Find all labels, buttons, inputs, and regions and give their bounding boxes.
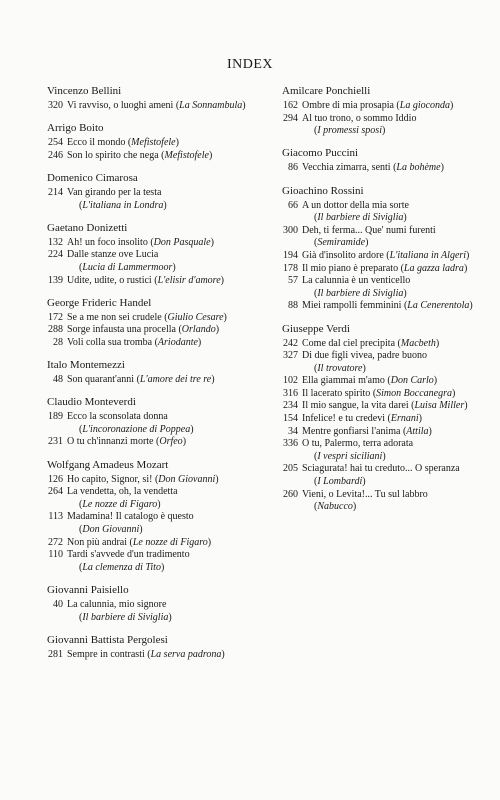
composer-block [47, 85, 275, 113]
aria-title: Se a me non sei crudele [67, 311, 162, 323]
index-entry: 154 Infelice! e tu credevi (Ernani) [283, 413, 422, 425]
page-number: 288 [48, 324, 63, 336]
index-entry: 300 Deh, ti ferma... Que' numi furenti (Semiramide) [283, 224, 436, 249]
opera-title: La serva padrona [150, 648, 222, 660]
aria-title: O tu ch'innanzi morte [67, 436, 154, 448]
index-entry: 132 Ah! un foco insolito (Don Pasquale) [48, 236, 214, 248]
opera-title: Don Pasquale [153, 236, 211, 248]
opera-title: I vespri siciliani [317, 450, 383, 462]
opera-title: Orfeo [159, 436, 183, 448]
index-entry: 86 Vecchia zimarra, senti (La bohème) [282, 162, 482, 175]
index-entry: 327 Di due figli vivea, padre buono (Il trovatore) [283, 350, 427, 374]
aria-title: Sorge infausta una procella [67, 324, 176, 336]
opera-title: I promessi sposi [317, 125, 382, 137]
aria-title: Van girando per la testa [67, 186, 162, 198]
page-number: 189 [48, 411, 63, 423]
page-number: 260 [283, 488, 298, 500]
page-number: 242 [283, 337, 298, 349]
aria-title: Sempre in contrasti [67, 648, 145, 660]
composer-name: Gaetano Donizetti [47, 221, 128, 234]
opera-title: Le nozze di Figaro [82, 498, 158, 510]
opera-title: Nabucco [317, 501, 353, 513]
opera-title: Mefistofele [164, 149, 209, 161]
composer-block [47, 459, 275, 575]
index-entry: 214 Van girando per la testa (L'italiana in Londra) [48, 186, 167, 211]
opera-title: Simon Boccanegra [376, 387, 452, 399]
aria-title: Ecco la sconsolata donna [67, 411, 168, 423]
page-number: 66 [288, 199, 298, 211]
opera-title: Don Giovanni [82, 524, 140, 536]
opera-title: Mefistofele [131, 137, 176, 149]
aria-title: Ah! un foco insolito [67, 236, 148, 248]
composer-name: Domenico Cimarosa [47, 171, 138, 184]
page-number: 178 [283, 262, 298, 274]
index-column-left [47, 85, 275, 671]
index-entry: 294 Al tuo trono, o sommo Iddio (I promessi sposi) [283, 112, 417, 137]
aria-title: Di due figli vivea, padre buono [302, 350, 427, 362]
page-number: 57 [288, 275, 298, 287]
opera-title: Il barbiere di Siviglia [82, 611, 169, 623]
opera-title: L'incoronazione di Poppea [82, 423, 191, 435]
index-entry: 110 Tardi s'avvede d'un tradimento (La clemenza di Tito) [48, 549, 190, 573]
aria-title: La calunnia, mio signore [67, 599, 167, 610]
page-number: 272 [48, 536, 63, 548]
composer-block [47, 297, 275, 350]
page-number: 194 [283, 249, 298, 261]
index-column-right [282, 85, 482, 523]
opera-title: La bohème [396, 162, 441, 174]
aria-title: Madamina! Il catalogo è questo [67, 511, 194, 523]
opera-title: La Sonnambula [179, 100, 243, 111]
index-entry: 34 Mentre gonfiarsi l'anima (Attila) [282, 426, 482, 439]
aria-title: Deh, ti ferma... Que' numi furenti [302, 224, 436, 236]
aria-title: A un dottor della mia sorte [302, 199, 409, 211]
index-entry: 48 Son quarant'anni (L'amore dei tre re) [47, 374, 275, 387]
page-number: 300 [283, 224, 298, 236]
opera-title: Il trovatore [317, 362, 363, 374]
page-number: 172 [48, 311, 63, 323]
composer-block [47, 172, 275, 212]
aria-title: Tardi s'avvede d'un tradimento [67, 549, 190, 561]
opera-title: Orlando [181, 324, 216, 336]
index-entry: 320 Vi ravviso, o luoghi ameni (La Sonnambula) [48, 100, 246, 111]
aria-title: Dalle stanze ove Lucia [67, 249, 159, 261]
opera-title: Macbeth [400, 337, 436, 349]
page-number: 86 [288, 162, 298, 174]
opera-title: Ariodante [157, 336, 198, 348]
opera-title: Il barbiere di Siviglia [317, 212, 404, 224]
page-number: 320 [48, 100, 63, 111]
composer-name: Giovanni Paisiello [47, 584, 129, 596]
composer-block [282, 323, 482, 514]
aria-title: Miei rampolli femminini [302, 300, 402, 312]
composer-name: Giuseppe Verdi [282, 322, 350, 335]
page-number: 224 [48, 249, 63, 261]
index-entry: 139 Udite, udite, o rustici (L'elisir d'amore) [48, 274, 224, 286]
aria-title: Son quarant'anni [67, 374, 135, 386]
index-entry: 260 Vieni, o Levita!... Tu sul labbro (Nabucco) [283, 488, 428, 513]
aria-title: Voli colla sua tromba [67, 336, 153, 348]
composer-block [47, 359, 275, 387]
page-number: 132 [48, 236, 63, 248]
opera-title: La gazza ladra [403, 262, 464, 274]
index-entry: 172 Se a me non sei crudele (Giulio Cesare) [48, 311, 227, 323]
opera-title: L'elisir d'amore [157, 274, 221, 286]
opera-title: Don Carlo [390, 375, 434, 387]
page-number: 34 [288, 425, 298, 437]
aria-title: Son lo spirito che nega [67, 149, 159, 161]
index-entry: 126 Ho capito, Signor, si! (Don Giovanni) [48, 473, 219, 485]
page-number: 154 [283, 413, 298, 425]
opera-title: Giulio Cesare [167, 311, 224, 323]
opera-title: I Lombardi [317, 476, 363, 488]
aria-title: Già d'insolito ardore [302, 249, 384, 261]
opera-title: Lucia di Lammermoor [82, 261, 173, 273]
aria-title: Il lacerato spirito [302, 387, 371, 399]
index-entry: 246 Son lo spirito che nega (Mefistofele) [48, 149, 213, 161]
index-entry: 242 Come dal ciel precipita (Macbeth) [283, 337, 440, 349]
index-entry: 336 O tu, Palermo, terra adorata (I vespri siciliani) [283, 438, 414, 462]
aria-title: Il mio piano è preparato [302, 262, 399, 274]
page-number: 113 [48, 511, 63, 523]
composer-name: Giacomo Puccini [282, 147, 359, 160]
page-number: 88 [288, 300, 298, 312]
page-number: 294 [283, 112, 298, 124]
aria-title: Sciagurata! hai tu creduto... O speranza [302, 463, 460, 475]
page-number: 126 [48, 473, 63, 485]
index-entry: 234 Il mio sangue, la vita darei (Luisa Miller) [283, 400, 468, 412]
index-entry: 178 Il mio piano è preparato (La gazza ladra) [283, 262, 468, 274]
aria-title: La vendetta, oh, la vendetta [67, 486, 178, 498]
page-number: 246 [48, 149, 63, 161]
opera-title: Don Giovanni [158, 473, 216, 485]
opera-title: Luisa Miller [414, 400, 465, 412]
composer-block [282, 185, 482, 313]
page-number: 48 [53, 374, 63, 386]
opera-title: L'amore dei tre re [139, 374, 212, 386]
aria-title: Vieni, o Levita!... Tu sul labbro [302, 488, 428, 500]
index-entry: 194 Già d'insolito ardore (L'italiana in Algeri) [283, 249, 470, 261]
composer-name: Wolfgang Amadeus Mozart [47, 458, 169, 471]
aria-title: Infelice! e tu credevi [302, 413, 386, 425]
composer-block [47, 122, 275, 162]
composer-name: George Frideric Handel [47, 296, 152, 309]
page-number: 234 [283, 400, 298, 412]
opera-title: L'italiana in Algeri [389, 249, 467, 261]
aria-title: Ecco il mondo [67, 137, 126, 149]
aria-title: Mentre gonfiarsi l'anima [302, 425, 401, 437]
composer-name: Arrigo Boito [47, 122, 104, 135]
page-number: 327 [283, 350, 298, 362]
composer-block [47, 584, 275, 624]
index-entry: 57 La calunnia è un venticello (Il barbiere di Siviglia) [282, 275, 482, 300]
page-number: 40 [53, 599, 63, 610]
opera-title: La gioconda [399, 100, 451, 111]
index-entry: 288 Sorge infausta una procella (Orlando) [48, 324, 220, 336]
composer-name: Vincenzo Bellini [47, 85, 122, 97]
index-entry: 264 La vendetta, oh, la vendetta (Le nozze di Figaro) [48, 486, 178, 510]
aria-title: La calunnia è un venticello [302, 275, 411, 287]
page-number: 205 [283, 463, 298, 475]
composer-name: Giovanni Battista Pergolesi [47, 633, 168, 646]
aria-title: Vi ravviso, o luoghi ameni [67, 100, 174, 111]
composer-block [47, 396, 275, 449]
page-number: 110 [48, 549, 63, 561]
page-number: 139 [48, 274, 63, 286]
index-entry: 40 La calunnia, mio signore (Il barbiere di Siviglia) [47, 599, 275, 624]
aria-title: Ho capito, Signor, si! [67, 473, 153, 485]
index-entry: 28 Voli colla sua tromba (Ariodante) [47, 337, 275, 350]
index-entry: 66 A un dottor della mia sorte (Il barbiere di Siviglia) [282, 200, 482, 225]
index-entry: 281 Sempre in contrasti (La serva padrona) [48, 648, 225, 660]
page-number: 162 [283, 100, 298, 111]
opera-title: La Cenerentola [407, 300, 470, 312]
page-number: 281 [48, 648, 63, 660]
index-entry: 88 Miei rampolli femminini (La Cenerentola) [282, 300, 482, 313]
index-entry: 113 Madamina! Il catalogo è questo (Don Giovanni) [48, 511, 194, 536]
opera-title: L'italiana in Londra [82, 199, 164, 211]
index-entry: 162 Ombre di mia prosapia (La gioconda) [283, 100, 454, 111]
index-entry: 316 Il lacerato spirito (Simon Boccanegra) [283, 387, 456, 399]
page-number: 28 [53, 336, 63, 348]
aria-title: Come dal ciel precipita [302, 337, 396, 349]
composer-name: Amilcare Ponchielli [282, 85, 371, 97]
page-number: 336 [283, 438, 298, 450]
page-number: 316 [283, 387, 298, 399]
page-number: 231 [48, 436, 63, 448]
aria-title: O tu, Palermo, terra adorata [302, 438, 414, 450]
page-number: 102 [283, 375, 298, 387]
opera-title: Il barbiere di Siviglia [317, 287, 404, 299]
opera-title: Semiramide [317, 237, 366, 249]
opera-title: Attila [406, 425, 429, 437]
aria-title: Al tuo trono, o sommo Iddio [302, 112, 417, 124]
index-entry: 205 Sciagurata! hai tu creduto... O speranza (I Lombardi) [283, 463, 460, 488]
page-title: INDEX [226, 57, 274, 72]
index-entry: 189 Ecco la sconsolata donna (L'incoronazione di Poppea) [48, 411, 194, 435]
aria-title: Vecchia zimarra, senti [302, 162, 391, 174]
index-entry: 224 Dalle stanze ove Lucia (Lucia di Lammermoor) [48, 249, 176, 273]
composer-block [282, 147, 482, 175]
aria-title: Il mio sangue, la vita darei [302, 400, 409, 412]
aria-title: Non più andrai [67, 536, 127, 548]
aria-title: Ombre di mia prosapia [302, 100, 394, 111]
index-entry: 102 Ella giammai m'amo (Don Carlo) [283, 375, 438, 387]
composer-block [47, 222, 275, 287]
index-entry: 231 O tu ch'innanzi morte (Orfeo) [48, 436, 187, 448]
page-number: 264 [48, 486, 63, 498]
opera-title: Ernani [390, 413, 419, 425]
page-number: 214 [48, 186, 63, 198]
index-entry: 272 Non più andrai (Le nozze di Figaro) [48, 536, 212, 548]
composer-name: Italo Montemezzi [47, 359, 125, 372]
aria-title: Udite, udite, o rustici [67, 274, 152, 286]
composer-name: Gioachino Rossini [282, 184, 364, 197]
opera-title: Le nozze di Figaro [132, 536, 208, 548]
index-entry: 254 Ecco il mondo (Mefistofele) [48, 137, 179, 149]
composer-block [282, 85, 482, 138]
page-number: 254 [48, 137, 63, 149]
composer-name: Claudio Monteverdi [47, 396, 136, 409]
composer-block [47, 634, 275, 662]
opera-title: La clemenza di Tito [82, 561, 161, 573]
aria-title: Ella giammai m'amo [302, 375, 385, 387]
